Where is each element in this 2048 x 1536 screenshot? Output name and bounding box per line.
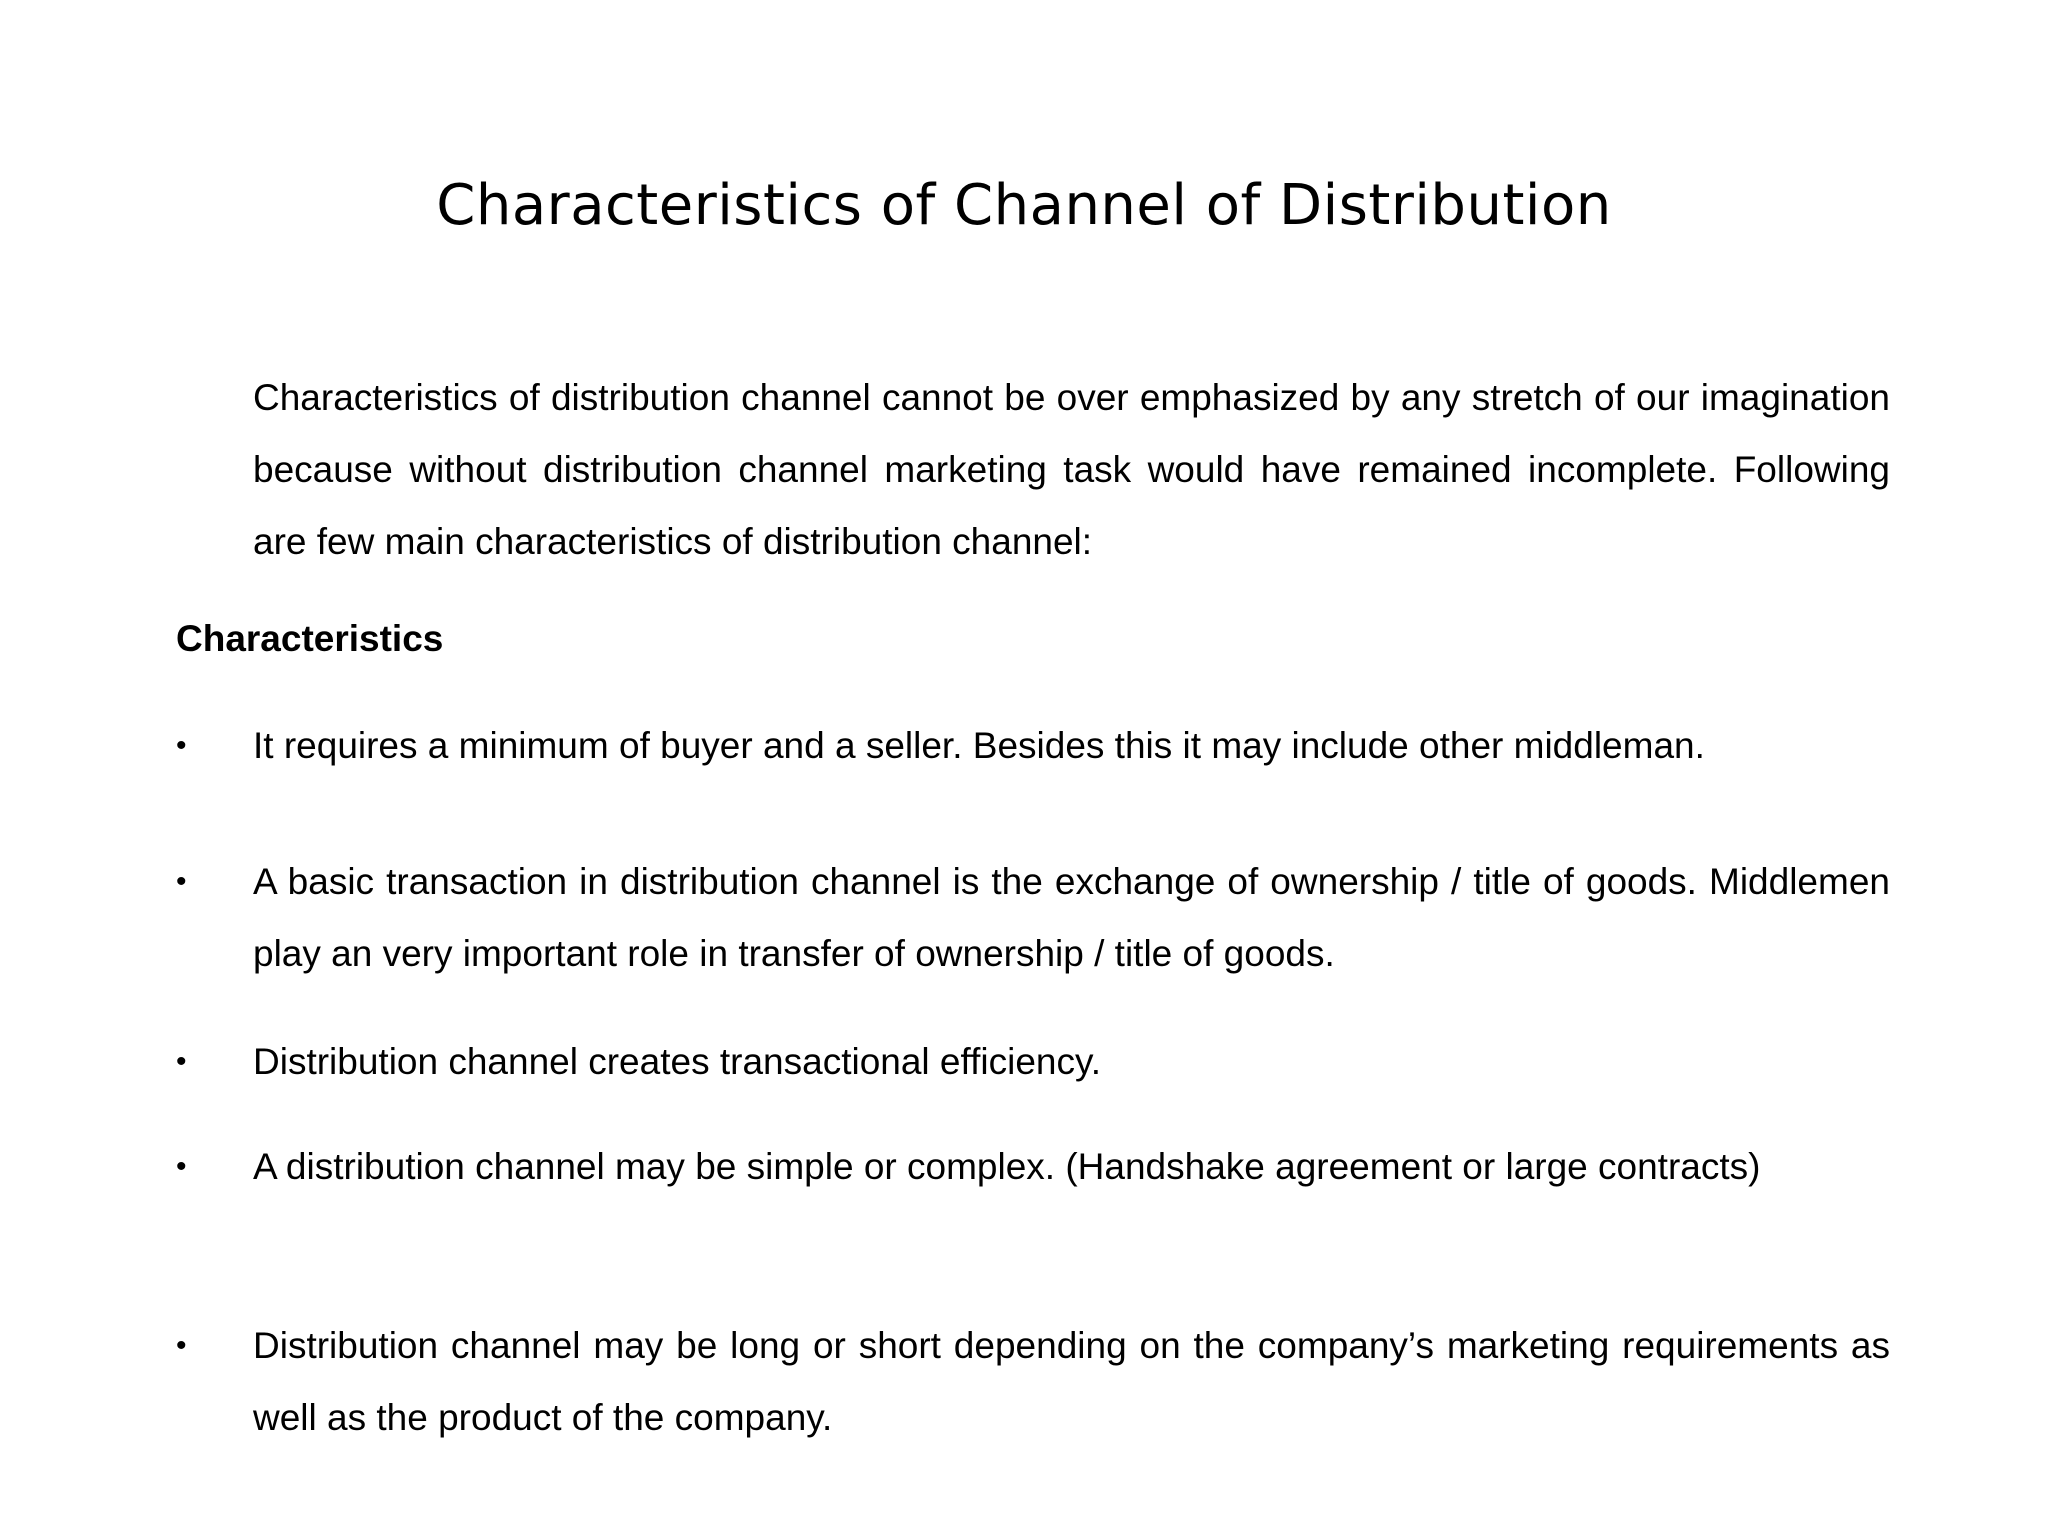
section-heading: Characteristics [176,618,444,659]
list-item-text: It requires a minimum of buyer and a seller. Besides this it may include other middleman. [253,725,1705,766]
bullet-icon: • [176,1150,187,1183]
bullet-icon: • [176,1045,187,1078]
bullet-icon: • [176,729,187,762]
page-title: Characteristics of Channel of Distribution [436,172,1612,238]
list-item-text: A distribution channel may be simple or complex. (Handshake agreement or large contracts) [253,1146,1761,1187]
intro-paragraph: Characteristics of distribution channel cannot be over emphasized by any stretch of our imagination because without distribution channel marketing task would have remained incomplete. Following are few main characteristics of distribution channel: [253,377,1890,562]
list-item-text: Distribution channel may be long or short depending on the company’s marketing requirements as well as the product of the company. [253,1325,1890,1438]
list-item-text: Distribution channel creates transactional efficiency. [253,1041,1102,1082]
bullet-icon: • [176,865,187,898]
list-item-text: A basic transaction in distribution channel is the exchange of ownership / title of goods. Middlemen play an very important role in transfer of ownership / title of goods. [253,861,1890,974]
bullet-icon: • [176,1329,187,1362]
